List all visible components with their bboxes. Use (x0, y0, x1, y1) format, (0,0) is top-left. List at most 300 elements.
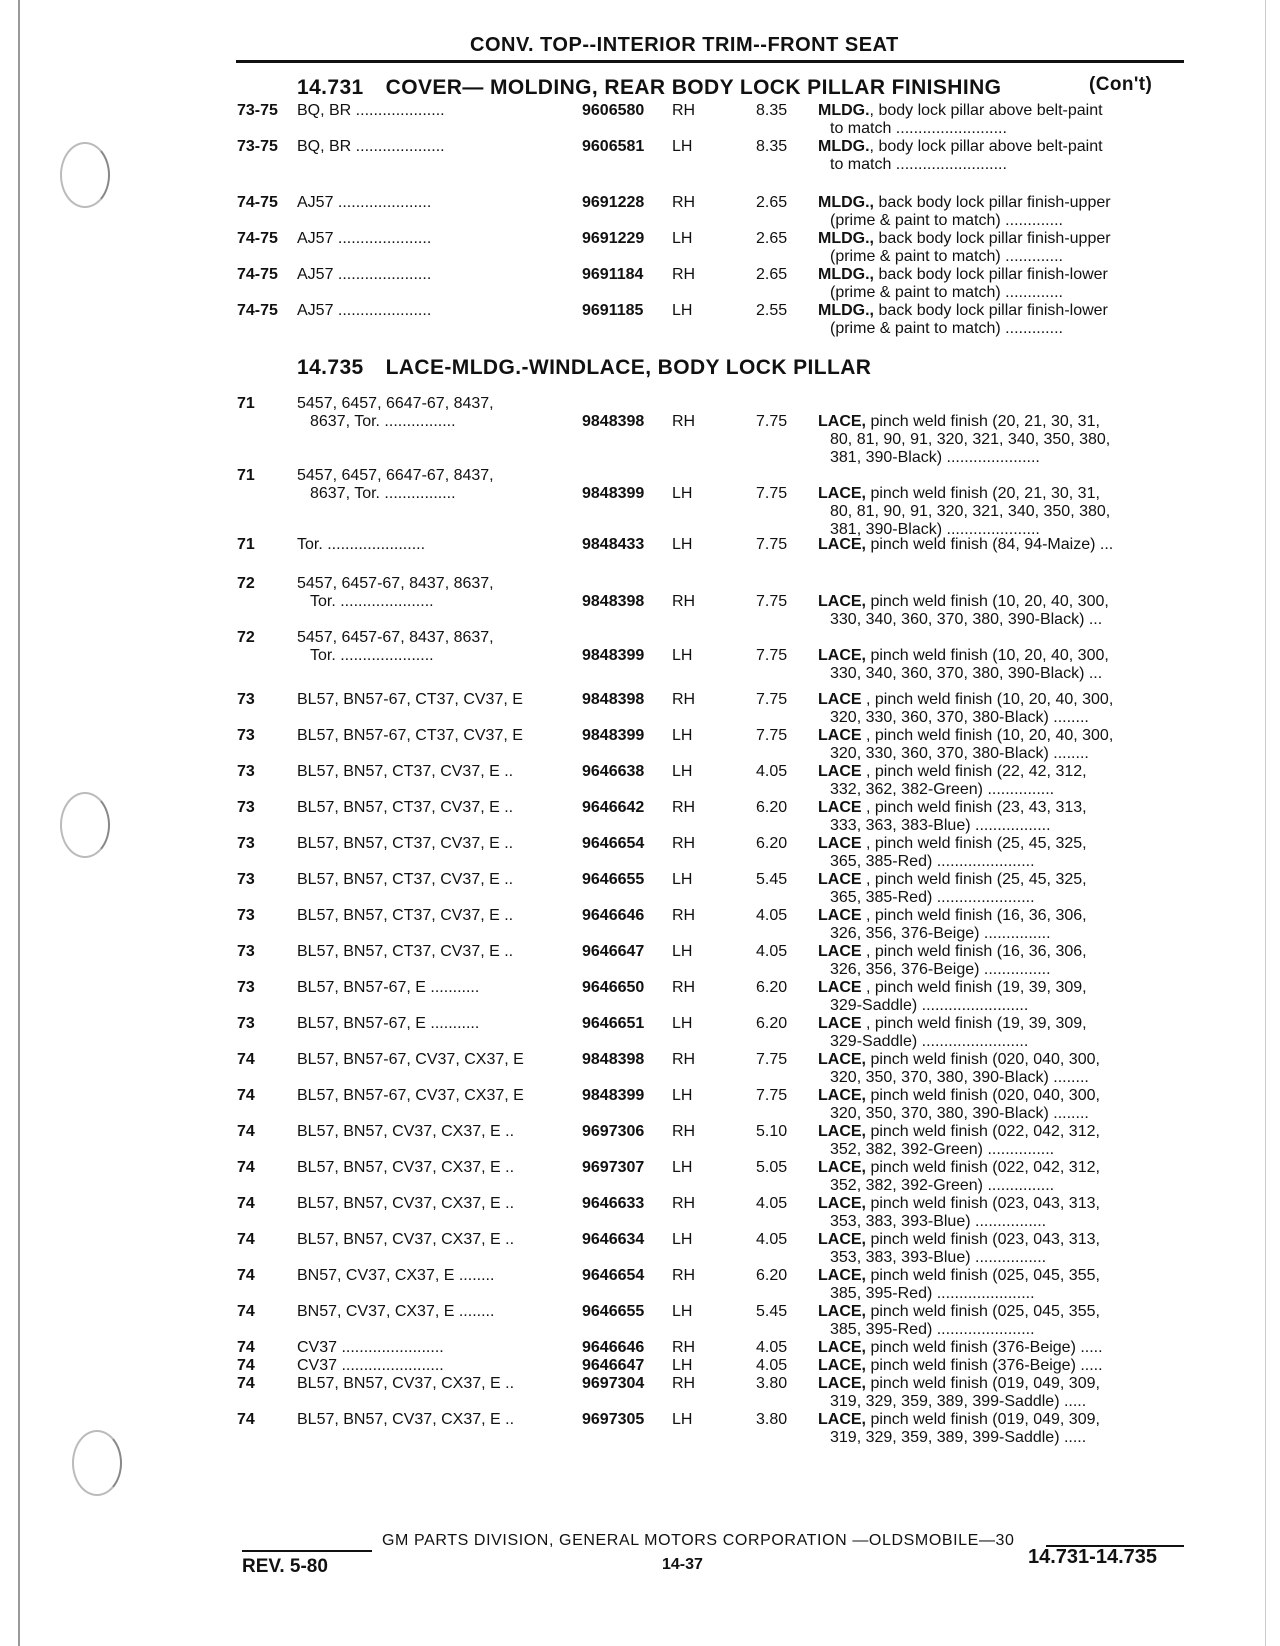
description-text: , pinch weld finish (19, 39, 309, (861, 1015, 1087, 1032)
body-models (297, 1375, 567, 1393)
description-line (818, 763, 1184, 781)
description (818, 979, 1184, 1015)
description-text: back body lock pillar finish-upper (874, 230, 1111, 247)
description-line: 333, 363, 383-Blue) ................. (830, 817, 1051, 834)
body-models (297, 691, 567, 709)
model-year: 73 (237, 763, 255, 780)
side-code: LH (672, 727, 693, 744)
description-line (818, 593, 1184, 611)
side-code: RH (672, 1123, 696, 1140)
body-models (297, 230, 567, 248)
model-line: BL57, BN57, CT37, CV37, E .. (297, 835, 514, 852)
model-year: 73 (237, 799, 255, 816)
side-code: RH (672, 799, 696, 816)
description-line (818, 1015, 1184, 1033)
model-line: Tor. ..................... (310, 647, 434, 664)
body-models (297, 871, 567, 889)
description-line: (prime & paint to match) ............. (830, 248, 1063, 265)
price: 5.45 (756, 871, 788, 888)
description-line: 330, 340, 360, 370, 380, 390-Black) ... (830, 665, 1103, 682)
side-code: LH (672, 943, 693, 960)
description-head: LACE (818, 763, 862, 780)
description-line: 353, 383, 393-Blue) ................ (830, 1213, 1047, 1230)
price: 6.20 (756, 835, 788, 852)
part-number: 9646647 (582, 1357, 645, 1374)
description (818, 230, 1184, 266)
section-range: 14.731-14.735 (1028, 1546, 1158, 1568)
description-head: LACE, (818, 485, 866, 502)
body-models (297, 194, 567, 212)
description-head: LACE, (818, 593, 866, 610)
price: 3.80 (756, 1411, 788, 1428)
side-code: LH (672, 1015, 693, 1032)
side-code: LH (672, 1231, 693, 1248)
model-line: BL57, BN57, CT37, CV37, E .. (297, 763, 514, 780)
side-code: LH (672, 1411, 693, 1428)
description (818, 302, 1184, 338)
part-number: 9646646 (582, 1339, 645, 1356)
model-year: 74 (237, 1411, 255, 1428)
side-code: LH (672, 1357, 693, 1374)
price: 6.20 (756, 1267, 788, 1284)
model-line: BL57, BN57-67, E ........... (297, 979, 480, 996)
body-models (297, 395, 567, 431)
description-line (818, 230, 1184, 248)
description-head: LACE (818, 691, 862, 708)
model-year: 73 (237, 979, 255, 996)
section-code: 14.731 (297, 76, 364, 99)
price: 5.45 (756, 1303, 788, 1320)
model-year: 74 (237, 1159, 255, 1176)
description-text: pinch weld finish (022, 042, 312, (866, 1159, 1100, 1176)
model-line: Tor. ...................... (297, 536, 426, 553)
description-text: pinch weld finish (376-Beige) ..... (866, 1339, 1103, 1356)
part-number: 9848433 (582, 536, 645, 553)
part-number: 9691185 (582, 302, 644, 319)
body-models (297, 727, 567, 745)
model-year: 74 (237, 1195, 255, 1212)
price: 8.35 (756, 138, 788, 155)
part-number: 9646651 (582, 1015, 645, 1032)
description-line (818, 1267, 1184, 1285)
page-title: CONV. TOP--INTERIOR TRIM--FRONT SEAT (470, 34, 899, 56)
description-line: 329-Saddle) ........................ (830, 997, 1029, 1014)
side-code: RH (672, 907, 696, 924)
side-code: LH (672, 138, 693, 155)
description-text: , pinch weld finish (10, 20, 40, 300, (861, 691, 1114, 708)
part-number: 9691228 (582, 194, 645, 211)
price: 8.35 (756, 102, 788, 119)
description-text: , body lock pillar above belt-paint (869, 138, 1103, 155)
part-number: 9697304 (582, 1375, 645, 1392)
model-year: 74-75 (237, 302, 278, 319)
body-models (297, 138, 567, 156)
section-heading-14-735 (297, 356, 871, 380)
price: 4.05 (756, 1231, 788, 1248)
description-text: , pinch weld finish (22, 42, 312, (861, 763, 1087, 780)
description (818, 1411, 1184, 1447)
description-text: pinch weld finish (025, 045, 355, (866, 1303, 1100, 1320)
continued-label: (Con't) (1089, 74, 1153, 95)
model-line: BQ, BR .................... (297, 138, 445, 155)
model-line: BL57, BN57, CV37, CX37, E .. (297, 1195, 515, 1212)
model-year: 72 (237, 629, 255, 646)
price: 6.20 (756, 979, 788, 996)
part-number: 9848398 (582, 593, 645, 610)
model-line: BL57, BN57, CV37, CX37, E .. (297, 1159, 515, 1176)
part-number: 9691229 (582, 230, 645, 247)
description-text: pinch weld finish (20, 21, 30, 31, (866, 485, 1100, 502)
part-number: 9646650 (582, 979, 645, 996)
price: 7.75 (756, 413, 788, 430)
price: 4.05 (756, 907, 788, 924)
body-models (297, 467, 567, 503)
body-models (297, 1357, 567, 1375)
price: 4.05 (756, 943, 788, 960)
part-number: 9646654 (582, 1267, 645, 1284)
part-number: 9646642 (582, 799, 645, 816)
body-models (297, 102, 567, 120)
part-number: 9646646 (582, 907, 645, 924)
description-text: pinch weld finish (10, 20, 40, 300, (866, 647, 1109, 664)
side-code: RH (672, 413, 696, 430)
price: 7.75 (756, 593, 788, 610)
description-line: 381, 390-Black) ..................... (830, 449, 1040, 466)
description-head: LACE, (818, 1375, 866, 1392)
description-line (818, 691, 1184, 709)
description-text: pinch weld finish (20, 21, 30, 31, (866, 413, 1100, 430)
description (818, 1267, 1184, 1303)
description (818, 647, 1184, 683)
description-head: MLDG., (818, 302, 874, 319)
description-line: 365, 385-Red) ...................... (830, 889, 1035, 906)
description-head: MLDG., (818, 266, 874, 283)
description-line (818, 194, 1184, 212)
description-head: MLDG., (818, 194, 874, 211)
price: 4.05 (756, 763, 788, 780)
price: 7.75 (756, 691, 788, 708)
description-text: , pinch weld finish (25, 45, 325, (861, 835, 1087, 852)
description (818, 1303, 1184, 1339)
footer-organization: GM PARTS DIVISION, GENERAL MOTORS CORPORATION —OLDSMOBILE—30 (382, 1532, 1015, 1549)
description (818, 799, 1184, 835)
description (818, 691, 1184, 727)
description (818, 871, 1184, 907)
description-head: LACE, (818, 1411, 866, 1428)
description (818, 1231, 1184, 1267)
description-line: 381, 390-Black) ..................... (830, 521, 1040, 538)
description-line: to match ......................... (830, 156, 1007, 173)
body-models (297, 1015, 567, 1033)
punch-hole-middle (60, 792, 110, 858)
price: 2.65 (756, 266, 788, 283)
part-number: 9606580 (582, 102, 645, 119)
description (818, 1159, 1184, 1195)
price: 7.75 (756, 727, 788, 744)
side-code: LH (672, 536, 693, 553)
price: 2.65 (756, 194, 788, 211)
description-head: LACE, (818, 1123, 866, 1140)
part-number: 9646638 (582, 763, 645, 780)
side-code: RH (672, 1051, 696, 1068)
description-line: 326, 356, 376-Beige) ............... (830, 925, 1051, 942)
description-head: LACE (818, 1015, 862, 1032)
model-line: 5457, 6457-67, 8437, 8637, (297, 629, 494, 646)
part-number: 9848398 (582, 1051, 645, 1068)
description-line (818, 413, 1184, 431)
description-text: pinch weld finish (019, 049, 309, (866, 1411, 1100, 1428)
description-head: LACE (818, 871, 862, 888)
description (818, 1339, 1184, 1357)
model-line: BL57, BN57, CV37, CX37, E .. (297, 1123, 515, 1140)
description-line (818, 943, 1184, 961)
description-line: 319, 329, 359, 389, 399-Saddle) ..... (830, 1393, 1087, 1410)
part-number: 9646634 (582, 1231, 645, 1248)
side-code: LH (672, 1159, 693, 1176)
punch-hole-top (60, 142, 110, 208)
model-line: BL57, BN57, CV37, CX37, E .. (297, 1375, 515, 1392)
model-line: BN57, CV37, CX37, E ........ (297, 1303, 495, 1320)
body-models (297, 1411, 567, 1429)
description-text: , pinch weld finish (16, 36, 306, (861, 943, 1087, 960)
body-models (297, 629, 567, 665)
description-head: LACE, (818, 1339, 866, 1356)
model-line: BL57, BN57-67, CV37, CX37, E (297, 1051, 524, 1068)
description (818, 593, 1184, 629)
model-year: 73 (237, 691, 255, 708)
section-code: 14.735 (297, 356, 364, 379)
body-models (297, 907, 567, 925)
footer-rule-left (242, 1550, 372, 1552)
side-code: RH (672, 102, 696, 119)
side-code: LH (672, 485, 693, 502)
description-line: (prime & paint to match) ............. (830, 212, 1063, 229)
body-models (297, 1267, 567, 1285)
description-line (818, 485, 1184, 503)
description (818, 727, 1184, 763)
description (818, 1123, 1184, 1159)
description (818, 194, 1184, 230)
description (818, 102, 1184, 138)
part-number: 9848399 (582, 1087, 645, 1104)
part-number: 9848399 (582, 727, 645, 744)
body-models (297, 1195, 567, 1213)
model-line: BL57, BN57-67, CT37, CV37, E (297, 727, 523, 744)
body-models (297, 1339, 567, 1357)
section-heading-14-731 (297, 74, 1153, 100)
model-line: 8637, Tor. ................ (310, 413, 456, 430)
body-models (297, 979, 567, 997)
description-line: (prime & paint to match) ............. (830, 284, 1063, 301)
model-line: BL57, BN57-67, CV37, CX37, E (297, 1087, 524, 1104)
model-year: 73 (237, 1015, 255, 1032)
body-models (297, 799, 567, 817)
model-line: BL57, BN57-67, CT37, CV37, E (297, 691, 523, 708)
model-line: AJ57 ..................... (297, 194, 432, 211)
description (818, 763, 1184, 799)
description-line (818, 536, 1184, 554)
model-line: BL57, BN57, CT37, CV37, E .. (297, 943, 514, 960)
part-number: 9646655 (582, 871, 645, 888)
description-line (818, 1411, 1184, 1429)
description-text: , pinch weld finish (16, 36, 306, (861, 907, 1087, 924)
description-line (818, 1123, 1184, 1141)
part-number: 9697305 (582, 1411, 645, 1428)
price: 6.20 (756, 799, 788, 816)
model-line: BL57, BN57-67, E ........... (297, 1015, 480, 1032)
description-line (818, 799, 1184, 817)
model-year: 73 (237, 943, 255, 960)
side-code: RH (672, 194, 696, 211)
price: 7.75 (756, 485, 788, 502)
model-line: BN57, CV37, CX37, E ........ (297, 1267, 495, 1284)
side-code: LH (672, 1087, 693, 1104)
description-text: pinch weld finish (020, 040, 300, (866, 1087, 1100, 1104)
description (818, 1051, 1184, 1087)
description-head: LACE, (818, 1303, 866, 1320)
model-year: 74 (237, 1123, 255, 1140)
description-text: pinch weld finish (376-Beige) ..... (866, 1357, 1103, 1374)
description-text: , pinch weld finish (19, 39, 309, (861, 979, 1087, 996)
model-line: AJ57 ..................... (297, 302, 432, 319)
price: 2.65 (756, 230, 788, 247)
description-head: LACE, (818, 1051, 866, 1068)
description-line (818, 102, 1184, 120)
model-line: BL57, BN57, CV37, CX37, E .. (297, 1411, 515, 1428)
part-number: 9606581 (582, 138, 645, 155)
description-line (818, 1357, 1184, 1375)
description-line: 319, 329, 359, 389, 399-Saddle) ..... (830, 1429, 1087, 1446)
model-line: Tor. ..................... (310, 593, 434, 610)
description-text: , pinch weld finish (25, 45, 325, (861, 871, 1087, 888)
description-line (818, 1339, 1184, 1357)
price: 4.05 (756, 1339, 788, 1356)
page-number: 14-37 (662, 1556, 703, 1573)
part-number: 9646647 (582, 943, 645, 960)
description-text: , pinch weld finish (10, 20, 40, 300, (861, 727, 1114, 744)
model-line: 5457, 6457, 6647-67, 8437, (297, 395, 494, 412)
model-year: 74-75 (237, 230, 278, 247)
description-line: 320, 350, 370, 380, 390-Black) ........ (830, 1069, 1089, 1086)
description (818, 1015, 1184, 1051)
side-code: LH (672, 230, 693, 247)
model-year: 74 (237, 1339, 255, 1356)
description (818, 266, 1184, 302)
description (818, 1087, 1184, 1123)
description-line (818, 647, 1184, 665)
description-line: 385, 395-Red) ...................... (830, 1285, 1035, 1302)
description-line (818, 1159, 1184, 1177)
price: 3.80 (756, 1375, 788, 1392)
description (818, 138, 1184, 174)
price: 7.75 (756, 1087, 788, 1104)
body-models (297, 835, 567, 853)
description-text: , body lock pillar above belt-paint (869, 102, 1103, 119)
description-line: 80, 81, 90, 91, 320, 321, 340, 350, 380, (830, 431, 1111, 448)
description-line: 385, 395-Red) ...................... (830, 1321, 1035, 1338)
description-line: 329-Saddle) ........................ (830, 1033, 1029, 1050)
description-line: 326, 356, 376-Beige) ............... (830, 961, 1051, 978)
description-head: LACE, (818, 536, 866, 553)
side-code: RH (672, 1375, 696, 1392)
body-models (297, 1159, 567, 1177)
price: 5.05 (756, 1159, 788, 1176)
price: 7.75 (756, 647, 788, 664)
model-year: 72 (237, 575, 255, 592)
side-code: RH (672, 835, 696, 852)
side-code: LH (672, 871, 693, 888)
description-line (818, 835, 1184, 853)
price: 4.05 (756, 1357, 788, 1374)
description-text: pinch weld finish (022, 042, 312, (866, 1123, 1100, 1140)
model-year: 74 (237, 1375, 255, 1392)
model-year: 73 (237, 907, 255, 924)
description-line: 320, 330, 360, 370, 380-Black) ........ (830, 745, 1089, 762)
description-head: LACE (818, 727, 862, 744)
model-year: 74 (237, 1303, 255, 1320)
scan-edge-right (1265, 0, 1266, 1646)
price: 7.75 (756, 1051, 788, 1068)
description (818, 485, 1184, 539)
model-year: 74-75 (237, 266, 278, 283)
model-year: 71 (237, 536, 255, 553)
price: 7.75 (756, 536, 788, 553)
description (818, 835, 1184, 871)
scan-edge-left (18, 0, 20, 1646)
description-line: 320, 350, 370, 380, 390-Black) ........ (830, 1105, 1089, 1122)
body-models (297, 266, 567, 284)
description-line: 332, 362, 382-Green) ............... (830, 781, 1055, 798)
description-head: LACE, (818, 1231, 866, 1248)
section-title: LACE-MLDG.-WINDLACE, BODY LOCK PILLAR (385, 356, 872, 379)
description-head: LACE (818, 799, 862, 816)
part-number: 9697307 (582, 1159, 645, 1176)
model-year: 71 (237, 467, 255, 484)
part-number: 9646655 (582, 1303, 645, 1320)
description-head: LACE (818, 907, 862, 924)
description-head: LACE, (818, 1087, 866, 1104)
description-line: 365, 385-Red) ...................... (830, 853, 1035, 870)
description-head: LACE (818, 979, 862, 996)
model-line: BL57, BN57, CV37, CX37, E .. (297, 1231, 515, 1248)
model-year: 73-75 (237, 138, 278, 155)
description (818, 1357, 1184, 1375)
body-models (297, 1123, 567, 1141)
part-number: 9697306 (582, 1123, 645, 1140)
punch-hole-bottom (72, 1430, 122, 1496)
description-head: MLDG. (818, 102, 870, 119)
description-text: pinch weld finish (023, 043, 313, (866, 1195, 1100, 1212)
body-models (297, 1231, 567, 1249)
description-text: back body lock pillar finish-lower (874, 266, 1108, 283)
side-code: RH (672, 1267, 696, 1284)
model-line: 8637, Tor. ................ (310, 485, 456, 502)
description-head: LACE, (818, 1267, 866, 1284)
description (818, 943, 1184, 979)
description-line (818, 1303, 1184, 1321)
model-year: 73 (237, 835, 255, 852)
part-number: 9646654 (582, 835, 645, 852)
body-models (297, 1303, 567, 1321)
part-number: 9848399 (582, 647, 645, 664)
description (818, 907, 1184, 943)
part-number: 9646633 (582, 1195, 645, 1212)
description-head: LACE, (818, 1195, 866, 1212)
side-code: RH (672, 593, 696, 610)
description-head: LACE (818, 835, 862, 852)
description-line (818, 1087, 1184, 1105)
description-head: LACE, (818, 1357, 866, 1374)
